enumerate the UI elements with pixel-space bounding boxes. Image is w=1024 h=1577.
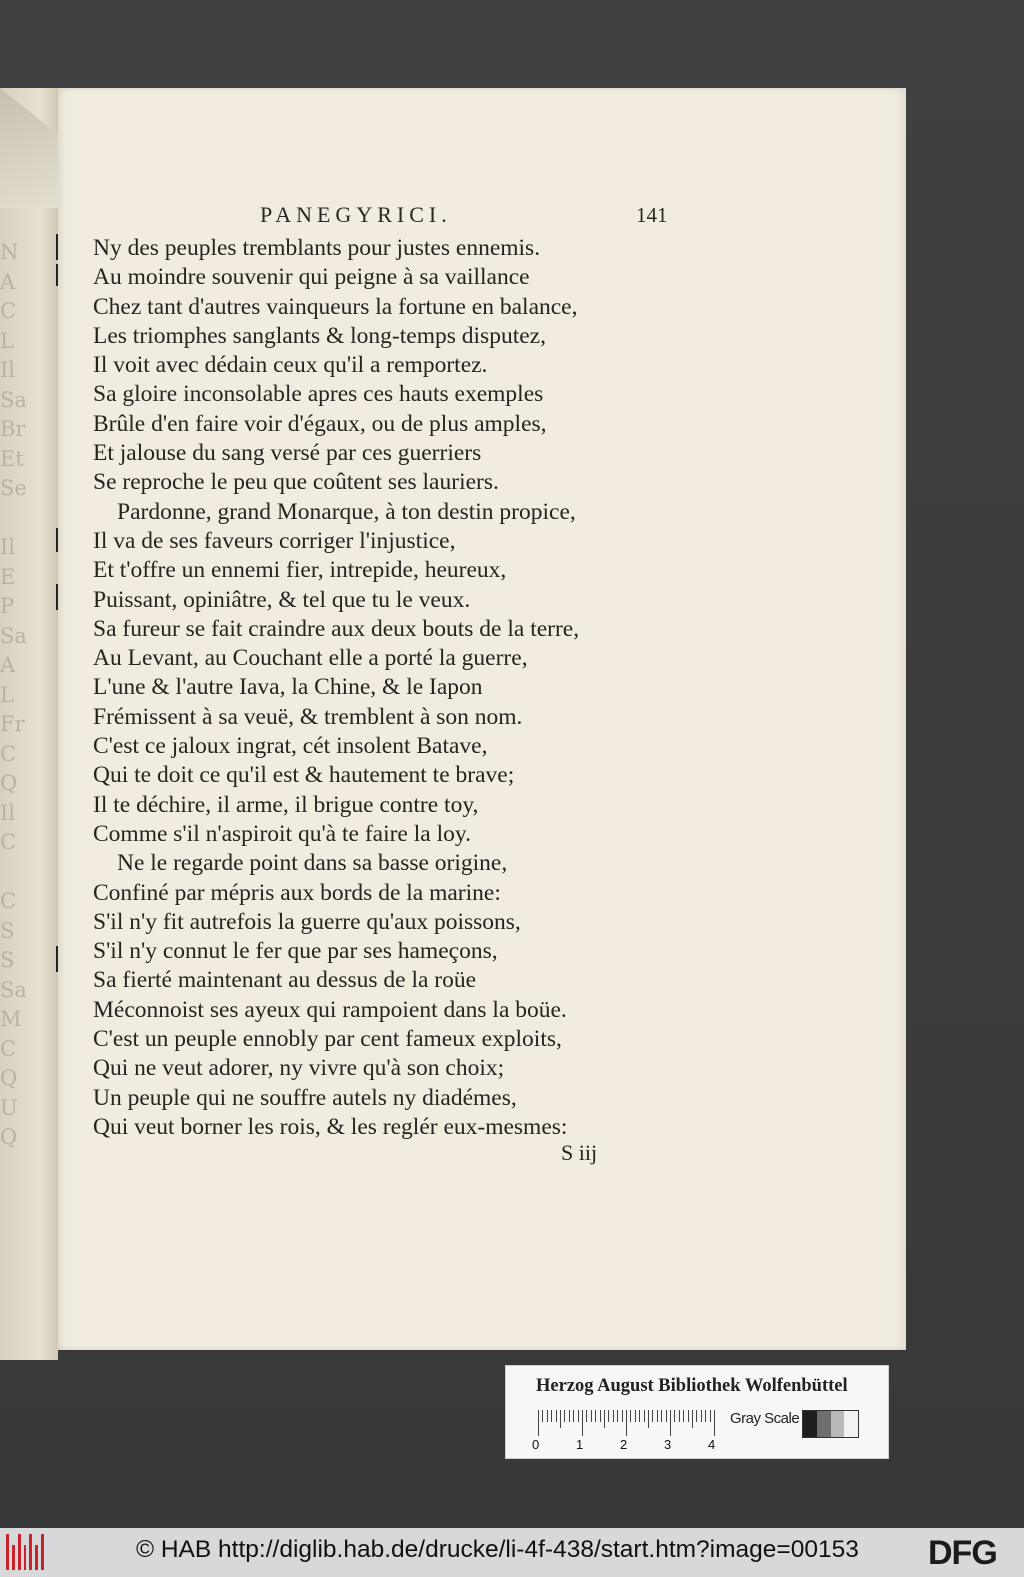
barcode-stripe (29, 1534, 32, 1570)
ruler-tick (630, 1410, 631, 1422)
poem-line: S'il n'y connut le fer que par ses hameçons, (93, 938, 498, 965)
poem-line: Au Levant, au Couchant elle a porté la guerre, (93, 645, 528, 672)
poem-line: Ne le regarde point dans sa basse origine, (117, 850, 508, 877)
ruler-number: 4 (708, 1437, 716, 1452)
page-number: 141 (636, 203, 668, 227)
facing-page-letter: A (0, 269, 16, 294)
ruler-tick (551, 1410, 552, 1422)
poem-line: Qui ne veut adorer, ny vivre qu'à son choix; (93, 1055, 505, 1082)
poem-line: Il va de ses faveurs corriger l'injustice, (93, 527, 456, 554)
facing-page-letter (0, 504, 30, 534)
gray-scale-label: Gray Scale (730, 1410, 800, 1427)
poem-text (93, 234, 673, 1142)
ruler-tick (613, 1410, 614, 1422)
ruler-tick (547, 1410, 548, 1422)
margin-mark (56, 946, 58, 972)
barcode-stripe (6, 1534, 9, 1570)
poem-line: Au moindre souvenir qui peigne à sa vaillance (93, 264, 530, 291)
facing-page-letter: S (0, 918, 15, 943)
ruler-tick (692, 1410, 693, 1428)
barcode-stripe (35, 1545, 38, 1570)
poem-line: Les triomphes sanglants & long-temps disputez, (93, 322, 546, 349)
poem-line: L'une & l'autre Iava, la Chine, & le Iapon (93, 674, 483, 701)
ruler-tick (573, 1410, 574, 1422)
ruler-tick (666, 1410, 667, 1422)
poem-line: Se reproche le peu que coûtent ses lauriers. (93, 469, 499, 496)
facing-page-letter: A (0, 653, 16, 677)
margin-mark (56, 264, 58, 286)
poem-line: Ny des peuples tremblants pour justes ennemis. (93, 235, 541, 261)
ruler-tick (639, 1410, 640, 1422)
ruler-tick (635, 1410, 636, 1422)
ruler-tick (657, 1410, 658, 1422)
ruler-tick (670, 1410, 671, 1436)
ruler-tick (578, 1410, 579, 1422)
poem-line: Puissant, opiniâtre, & tel que tu le veux. (93, 586, 471, 613)
facing-page-letter (0, 858, 30, 888)
poem-line: Qui te doit ce qu'il est & hautement te brave; (93, 762, 515, 789)
poem-line: C'est ce jaloux ingrat, cét insolent Batave, (93, 733, 488, 760)
facing-page-letter: Il (0, 800, 16, 825)
facing-page-letter: Q (0, 1125, 18, 1149)
barcode-stripe (24, 1545, 27, 1570)
facing-page-letter: E (0, 564, 16, 589)
margin-mark (56, 234, 58, 260)
poem-line: Un peuple qui ne souffre autels ny diadémes, (93, 1084, 517, 1111)
page-corner-fold (0, 88, 58, 208)
margin-mark (56, 528, 58, 552)
ruler-number: 3 (664, 1437, 672, 1452)
ruler-tick (710, 1410, 711, 1422)
ruler-tick (626, 1410, 627, 1436)
facing-page-letter: Sa (0, 623, 27, 648)
ruler-tick (560, 1410, 561, 1428)
facing-page-letter: M (0, 1007, 22, 1031)
ruler-tick (622, 1410, 623, 1422)
facing-page-letter: N (0, 240, 19, 264)
ruler-tick (701, 1410, 702, 1422)
poem-line: C'est un peuple ennobly par cent fameux exploits, (93, 1026, 562, 1053)
facing-page-letter: S (0, 948, 15, 972)
facing-page-edge (0, 88, 58, 1360)
ruler-number: 2 (620, 1437, 628, 1452)
facing-page-letters (0, 238, 30, 1153)
facing-page-letter: Fr (0, 712, 25, 736)
poem-line: Et jalouse du sang versé par ces guerriers (93, 440, 482, 467)
margin-marks (56, 228, 62, 1128)
ruler-tick (595, 1410, 596, 1422)
facing-page-letter: L (0, 682, 14, 707)
gray-scale-swatch (802, 1410, 859, 1438)
facing-page-letter: U (0, 1095, 18, 1120)
ruler-tick (542, 1410, 543, 1422)
ruler-tick (683, 1410, 684, 1422)
poem-line: Il voit avec dédain ceux qu'il a remportez. (93, 352, 488, 379)
ruler-tick (608, 1410, 609, 1422)
ruler-tick (696, 1410, 697, 1422)
facing-page-letter: Sa (0, 977, 27, 1002)
library-color-card (505, 1365, 889, 1459)
ruler-tick (661, 1410, 662, 1422)
gray-scale-cell (803, 1411, 817, 1437)
barcode-stripe (18, 1534, 21, 1570)
poem-line: Il te déchire, il arme, il brigue contre toy, (93, 791, 479, 818)
poem-line: Chez tant d'autres vainqueurs la fortune en balance, (93, 293, 578, 320)
hab-logo-icon (6, 1534, 44, 1570)
facing-page-letter: Br (0, 417, 26, 441)
footer-bar (0, 1528, 1024, 1577)
poem-line: Brûle d'en faire voir d'égaux, ou de plus amples, (93, 410, 547, 437)
ruler-tick (604, 1410, 605, 1428)
gray-scale-cell (817, 1411, 831, 1437)
margin-mark (56, 584, 58, 610)
ruler-tick (705, 1410, 706, 1422)
poem-line: Sa gloire inconsolable apres ces hauts exemples (93, 381, 544, 408)
ruler-tick (648, 1410, 649, 1428)
poem-line: Et t'offre un ennemi fier, intrepide, heureux, (93, 557, 507, 584)
facing-page-letter: C (0, 889, 17, 913)
ruler-tick (582, 1410, 583, 1436)
poem-line: Qui veut borner les rois, & les reglér eux-mesmes: (93, 1113, 568, 1140)
ruler-tick (674, 1410, 675, 1422)
ruler-tick (644, 1410, 645, 1422)
barcode-stripe (41, 1534, 44, 1570)
ruler-tick (564, 1410, 565, 1422)
facing-page-letter: Q (0, 1066, 18, 1090)
dfg-logo: DFG (928, 1534, 997, 1572)
facing-page-letter: P (0, 594, 15, 618)
ruler-tick (714, 1410, 715, 1436)
ruler-number: 0 (532, 1437, 540, 1452)
ruler-tick (591, 1410, 592, 1422)
poem-line: Comme s'il n'aspiroit qu'à te faire la loy. (93, 820, 471, 847)
ruler-tick (556, 1410, 557, 1422)
poem-line: Confiné par mépris aux bords de la marine: (93, 879, 501, 906)
facing-page-letter: C (0, 299, 17, 323)
gray-scale-cell (844, 1411, 858, 1437)
poem-line: S'il n'y fit autrefois la guerre qu'aux poissons, (93, 908, 521, 935)
ruler-tick (600, 1410, 601, 1422)
ruler-tick (569, 1410, 570, 1422)
facing-page-letter: Il (0, 358, 16, 382)
ruler-tick (617, 1410, 618, 1422)
poem-line: Méconnoist ses ayeux qui rampoient dans la boüe. (93, 996, 567, 1023)
facing-page-letter: Il (0, 535, 16, 559)
gray-scale-cell (831, 1411, 845, 1437)
ruler-number: 1 (576, 1437, 584, 1452)
poem-line: Pardonne, grand Monarque, à ton destin propice, (117, 498, 576, 525)
poem-line: Frémissent à sa veuë, & tremblent à son nom. (93, 703, 523, 730)
ruler-tick (688, 1410, 689, 1422)
poem-line: Sa fureur se fait craindre aux deux bouts de la terre, (93, 615, 580, 642)
copyright-url[interactable]: © HAB http://diglib.hab.de/drucke/li-4f-438/start.htm?image=00153 (136, 1536, 859, 1563)
facing-page-letter: C (0, 1036, 17, 1061)
ruler-tick (586, 1410, 587, 1422)
ruler-tick (679, 1410, 680, 1422)
facing-page-letter: C (0, 830, 17, 854)
facing-page-letter: L (0, 328, 14, 353)
ruler-tick (652, 1410, 653, 1422)
facing-page-letter: Se (0, 476, 27, 500)
facing-page-letter: Et (0, 446, 24, 471)
facing-page-letter: Sa (0, 387, 27, 412)
poem-line: Sa fierté maintenant au dessus de la roüe (93, 967, 477, 994)
barcode-stripe (12, 1545, 15, 1570)
ruler-tick (538, 1410, 539, 1436)
scale-ruler (538, 1410, 718, 1436)
signature-mark: S iij (561, 1140, 598, 1165)
library-name: Herzog August Bibliothek Wolfenbüttel (536, 1376, 848, 1396)
running-header: PANEGYRICI. (260, 202, 452, 227)
facing-page-letter: C (0, 741, 17, 766)
facing-page-letter: Q (0, 771, 18, 795)
